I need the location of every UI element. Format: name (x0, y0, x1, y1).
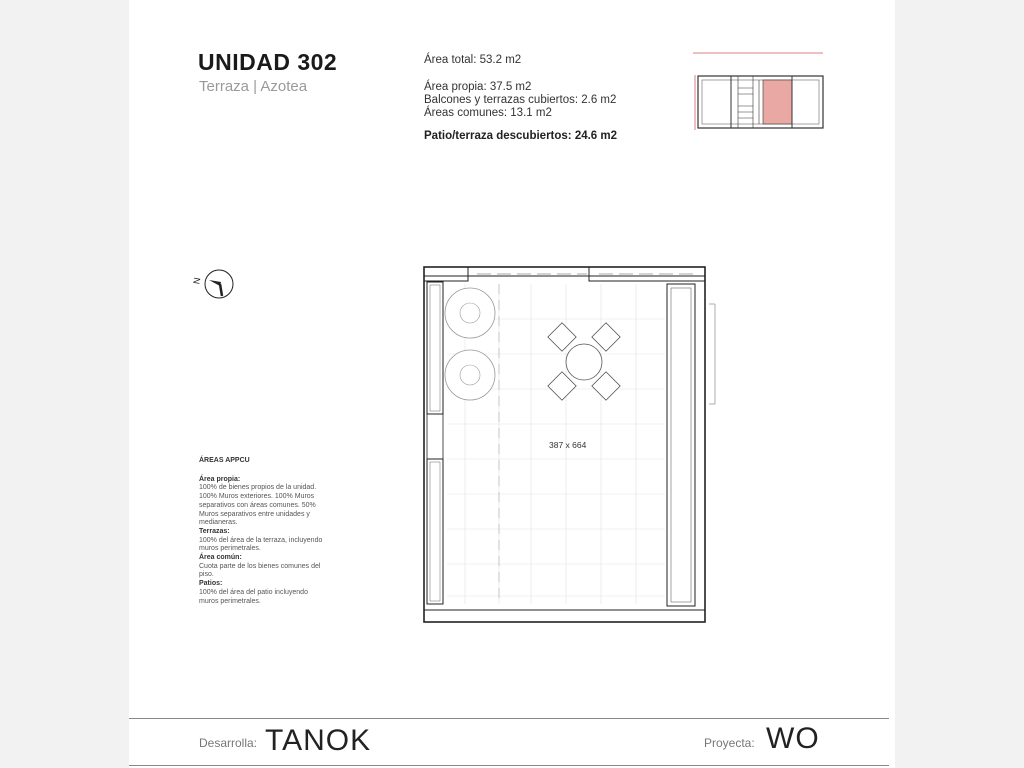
area-balcones: Balcones y terrazas cubiertos: 2.6 m2 (424, 94, 617, 106)
appcu-heading: ÁREAS APPCU (199, 457, 250, 464)
north-label: N (191, 276, 203, 285)
project-logo: WO (766, 722, 820, 755)
unit-title: UNIDAD 302 (198, 49, 338, 75)
appcu-comun-label: Área común: (199, 554, 242, 562)
area-patio: Patio/terraza descubiertos: 24.6 m2 (424, 130, 618, 142)
developer-label: Desarrolla: (199, 736, 258, 750)
appcu-notes (199, 457, 329, 606)
appcu-comun-text: Cuota parte de los bienes comunes del piso. (199, 562, 321, 579)
appcu-terrazas-label: Terrazas: (199, 527, 230, 535)
plan-sheet (129, 0, 895, 768)
area-propia: Área propia: 37.5 m2 (424, 81, 532, 93)
area-comunes: Áreas comunes: 13.1 m2 (424, 107, 552, 119)
unit-subtitle: Terraza | Azotea (199, 78, 308, 95)
footer-divider (129, 718, 889, 719)
appcu-patios-label: Patios: (199, 580, 223, 588)
footer-divider-bottom (129, 765, 889, 766)
north-arrow-icon (191, 266, 239, 302)
appcu-propia-text: 100% de bienes propios de la unidad. 100% Muros exteriores. 100% Muros separativos con áreas comunes. 50% Muros separativos entre unidades y medianeras. (199, 484, 317, 527)
developer-logo: TANOK (265, 724, 372, 757)
area-summary (424, 54, 617, 143)
appcu-patios-text: 100% del área del patio incluyendo muros perimetrales. (199, 588, 308, 605)
area-total: Área total: 53.2 m2 (424, 54, 522, 66)
project-label: Proyecta: (704, 736, 755, 750)
appcu-propia-label: Área propia: (199, 475, 241, 483)
appcu-terrazas-text: 100% del área de la terraza, incluyendo muros perimetrales. (199, 536, 323, 553)
key-plan (693, 50, 825, 134)
terrace-dimension: 387 x 664 (549, 440, 587, 450)
